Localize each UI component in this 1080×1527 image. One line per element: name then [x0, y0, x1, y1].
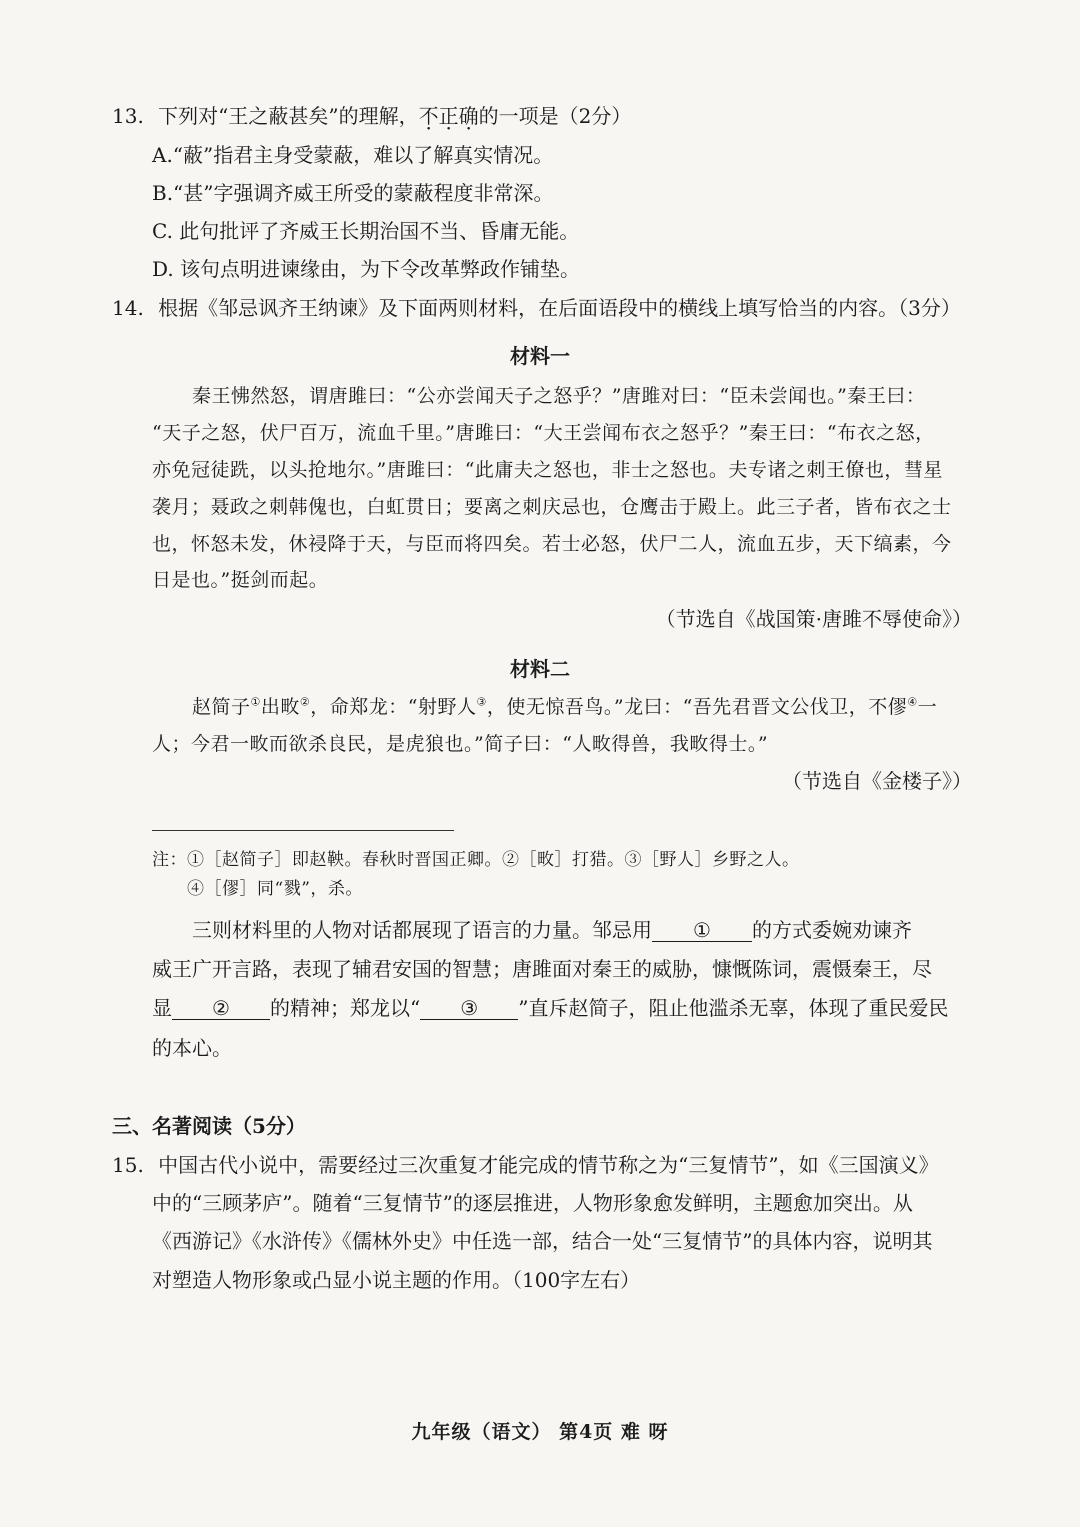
material-two-title: 材料二 — [510, 657, 570, 681]
footnote-divider — [152, 830, 454, 831]
material-one-line: 袭月；聂政之刺韩傀也，白虹贯日；要离之刺庆忌也，仓鹰击于殿上。此三子者，皆布衣之士 — [152, 496, 952, 518]
q15-line: 中的“三顾茅庐”。随着“三复情节”的逐层推进，人物形象愈发鲜明，主题愈加突出。从 — [152, 1191, 913, 1215]
q14-stem: 14. 根据《邹忌讽齐王纳谏》及下面两则材料，在后面语段中的横线上填写恰当的内容。（3分） — [112, 296, 961, 320]
material-one-line: 日是也。”挺剑而起。 — [152, 569, 329, 591]
material-two-line: 赵简子①出畋②，命郑龙：“射野人③，使无惊吾鸟。”龙曰：“吾先君晋文公伐卫，不僇④一 — [192, 695, 938, 718]
footnote-line: ④［僇］同“戮”，杀。 — [187, 879, 363, 899]
emphasis-char: 确 — [458, 104, 479, 128]
material-two-source: （节选自《金楼子》） — [782, 769, 972, 793]
q13-option-c: C. 此句批评了齐威王长期治国不当、昏庸无能。 — [152, 219, 580, 243]
material-one-line: “天子之怒，伏尸百万，流血千里。”唐雎曰：“大王尝闻布衣之怒乎？”秦王曰：“布衣之怒， — [152, 422, 935, 444]
material-one-line: 亦免冠徒跣，以头抢地尔。”唐雎曰：“此庸夫之怒也，非士之怒也。夫专诸之刺王僚也，彗星 — [152, 459, 943, 481]
footnote-ref: ② — [299, 695, 311, 709]
summary-paragraph-line: 的本心。 — [152, 1036, 232, 1060]
q13-stem: 13. 下列对“王之蔽甚矣”的理解，不正确的一项是（2分） — [112, 104, 632, 128]
material-two-line: 人；今君一畋而欲杀良民，是虎狼也。”简子曰：“人畋得兽，我畋得士。” — [152, 733, 769, 755]
q13-number: 13. — [112, 104, 144, 128]
footnote-ref: ③ — [476, 695, 487, 709]
summary-paragraph-line: 三则材料里的人物对话都展现了语言的力量。邹忌用 ① 的方式委婉劝谏齐 — [192, 918, 912, 942]
footnote-ref: ① — [250, 695, 261, 709]
material-one-line: 也，怀怒未发，休祲降于天，与臣而将四矣。若士必怒，伏尸二人，流血五步，天下缟素，今 — [152, 533, 952, 555]
q14-number: 14. — [112, 296, 144, 320]
answer-blank-2[interactable]: ② — [172, 997, 270, 1020]
page-footer: 九年级（语文） 第4页 难 呀 — [411, 1421, 669, 1443]
material-one-line: 秦王怫然怒，谓唐雎曰：“公亦尝闻天子之怒乎？”唐雎对曰：“臣未尝闻也。”秦王曰： — [192, 385, 926, 407]
footnote-line: 注：①［赵简子］即赵鞅。春秋时晋国正卿。②［畋］打猎。③［野人］乡野之人。 — [152, 850, 800, 870]
material-one-source: （节选自《战国策·唐雎不辱使命》） — [655, 607, 972, 631]
q15-stem: 15. 中国古代小说中，需要经过三次重复才能完成的情节称之为“三复情节”，如《三国演义》 — [112, 1153, 939, 1177]
footnote-ref: ④ — [907, 695, 918, 709]
answer-blank-3[interactable]: ③ — [420, 997, 518, 1020]
q13-option-b: B.“甚”字强调齐威王所受的蒙蔽程度非常深。 — [152, 181, 554, 205]
q13-option-d: D. 该句点明进谏缘由，为下令改革弊政作铺垫。 — [152, 257, 581, 281]
section-heading: 三、名著阅读（5分） — [112, 1114, 306, 1138]
summary-paragraph-line: 威王广开言路，表现了辅君安国的智慧；唐雎面对秦王的威胁，慷慨陈词，震慑秦王，尽 — [152, 957, 932, 981]
answer-blank-1[interactable]: ① — [652, 919, 752, 942]
q15-line: 对塑造人物形象或凸显小说主题的作用。（100字左右） — [152, 1268, 641, 1292]
emphasis-char: 不 — [418, 104, 439, 128]
q15-line: 《西游记》《水浒传》《儒林外史》中任选一部，结合一处“三复情节”的具体内容，说明其 — [152, 1229, 933, 1253]
emphasis-char: 正 — [438, 104, 459, 128]
q13-option-a: A.“蔽”指君主身受蒙蔽，难以了解真实情况。 — [152, 143, 554, 167]
q15-number: 15. — [112, 1153, 144, 1177]
summary-paragraph-line: 显 ② 的精神；郑龙以“ ③ ”直斥赵简子，阻止他滥杀无辜，体现了重民爱民 — [152, 996, 949, 1020]
material-one-title: 材料一 — [510, 344, 570, 368]
